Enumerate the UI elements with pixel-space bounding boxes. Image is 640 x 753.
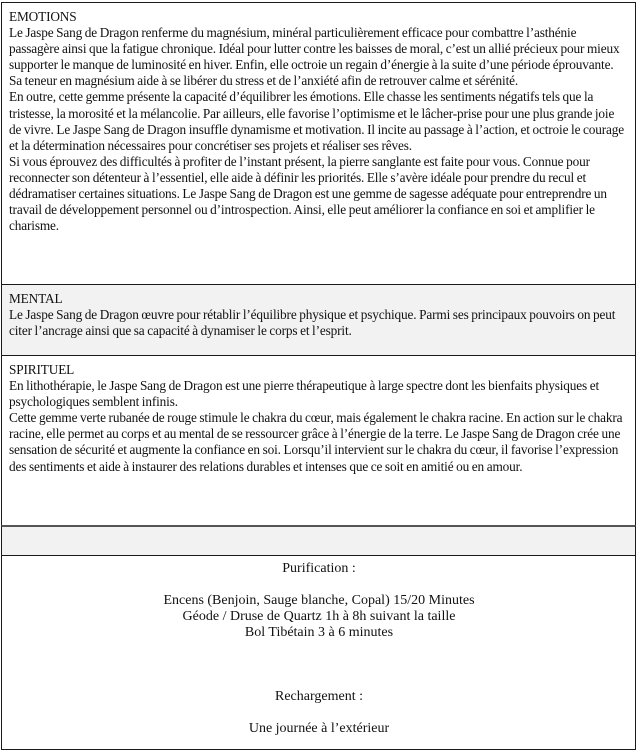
section-title: SPIRITUEL — [9, 362, 75, 377]
section-mental — [1, 284, 636, 355]
purification-item: Bol Tibétain 3 à 6 minutes — [244, 625, 394, 640]
recharge-title: Rechargement : — [275, 689, 363, 704]
section-paragraph: Si vous éprouvez des difficultés à profiter de l’instant présent, la pierre sanglante est faite pour vous. Connue pour reconnecter son détenteur à l’essentiel, elle aide à définir les priorités. Elle s’avère idéale pour prendre du recul et dédramatiser certaines situations. Le Jaspe Sang de Dragon est une gemme de sagesse adéquate pour entreprendre un travail de développement personnel ou d’introspection. Ainsi, elle peut améliorer la confiance en soi et amplifier le charisme. — [9, 153, 607, 234]
purification-item: Géode / Druse de Quartz 1h à 8h suivant la taille — [182, 609, 456, 624]
recharge-item: Une journée à l’extérieur — [248, 721, 390, 736]
section-paragraph: En outre, cette gemme présente la capacité d’équilibrer les émotions. Elle chasse les sentiments négatifs tels que la tristesse, la morosité et la mélancolie. Par ailleurs, elle favorise l’optimisme et le lâcher-prise pour une plus grande joie de vivre. Le Jaspe Sang de Dragon insuffle dynamisme et motivation. Il incite au passage à l’action, et octroie le courage et la détermination nécessaires pour concrétiser ses projets et réaliser ses rêves. — [9, 89, 625, 153]
section-spirituel — [1, 355, 636, 525]
section-emotions — [1, 2, 636, 284]
section-paragraph: Le Jaspe Sang de Dragon renferme du magnésium, minéral particulièrement efficace pour combattre l’asthénie passagère ainsi que la fatigue chronique. Idéal pour lutter contre les baisses de moral, c’est un allié précieux pour mieux supporter le manque de luminosité en hiver. Enfin, elle octroie un regain d’énergie à la suite d’une période éprouvante. Sa teneur en magnésium aide à se libérer du stress et de l’anxiété afin de retrouver calme et sérénité. — [9, 25, 620, 89]
section-title: MENTAL — [9, 291, 63, 306]
section-paragraph: Cette gemme verte rubanée de rouge stimule le chakra du cœur, mais également le chakra racine. En action sur le chakra racine, elle permet au corps et au mental de se ressourcer grâce à l’énergie de la terre. Le Jaspe Sang de Dragon crée une sensation de sécurité et augmente la confiance en soi. Lorsqu’il intervient sur le chakra du cœur, il favorise l’expression des sentiments et aide à instaurer des relations durables et intenses que ce soit en amitié ou en amour. — [9, 410, 623, 474]
spacer — [9, 705, 629, 721]
section-paragraph: Le Jaspe Sang de Dragon œuvre pour rétablir l’équilibre physique et psychique. Parmi ses principaux pouvoirs on peut citer l’ancrage ainsi que sa capacité à dynamiser le corps et l’esprit. — [9, 307, 616, 339]
section-title: EMOTIONS — [9, 9, 77, 24]
section-paragraph: En lithothérapie, le Jaspe Sang de Dragon est une pierre thérapeutique à large spectre dont les bienfaits physiques et psychologiques semblent infinis. — [9, 378, 600, 410]
purification-title: Purification : — [282, 561, 356, 576]
spacer — [9, 641, 629, 689]
empty-row — [1, 525, 636, 555]
spacer — [9, 577, 629, 593]
section-care — [1, 555, 636, 750]
purification-item: Encens (Benjoin, Sauge blanche, Copal) 15/20 Minutes — [163, 593, 475, 608]
